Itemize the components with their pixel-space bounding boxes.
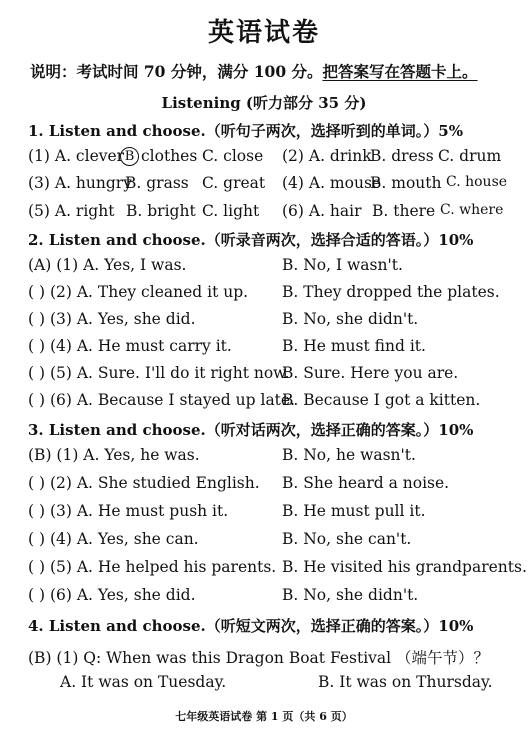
option-c: C. great — [202, 174, 266, 192]
question-option-a: ( ) (5) A. Sure. I'll do it right now. — [28, 364, 290, 382]
question-option-a: ( ) (6) A. Because I stayed up late. — [28, 391, 296, 409]
question-option-b: B. No, she didn't. — [282, 310, 419, 328]
section-3-heading: 3. Listen and choose.（听对话两次，选择正确的答案。）10% — [28, 421, 474, 439]
question-text: (B) (1) Q: When was this Dragon Boat Festival （端午节）？ — [28, 649, 490, 667]
question-option-b: B. It was on Thursday. — [318, 673, 493, 691]
question-option-b: B. Because I got a kitten. — [282, 391, 481, 409]
exam-instructions — [30, 60, 478, 82]
question-option-a: ( ) (4) A. He must carry it. — [28, 337, 232, 355]
option-b-selected — [120, 147, 197, 166]
option-a: (5) A. right — [28, 202, 115, 220]
question-option-a: ( ) (3) A. He must push it. — [28, 502, 229, 520]
option-b-text: clothes — [141, 147, 198, 165]
section-1-heading: 1. Listen and choose.（听句子两次，选择听到的单词。）5% — [28, 122, 463, 140]
instructions-text: 说明：考试时间 70 分钟，满分 100 分。 — [30, 62, 323, 81]
question-option-b: B. No, I wasn't. — [282, 256, 403, 274]
question-option-b: B. Sure. Here you are. — [282, 364, 459, 382]
question-option-b: B. He must pull it. — [282, 502, 426, 520]
page-footer: 七年级英语试卷 第 1 页（共 6 页） — [175, 710, 353, 723]
question-option-a: (B) (1) A. Yes, he was. — [28, 446, 200, 464]
question-option-a: (A) (1) A. Yes, I was. — [28, 256, 187, 274]
question-option-b: B. She heard a noise. — [282, 474, 450, 492]
question-option-b: B. He must find it. — [282, 337, 426, 355]
option-a: (4) A. mouse — [282, 174, 382, 192]
option-b: B. there — [372, 202, 436, 220]
page-title: 英语试卷 — [207, 18, 320, 48]
question-option-a: ( ) (5) A. He helped his parents. — [28, 558, 277, 576]
section-4-heading: 4. Listen and choose.（听短文两次，选择正确的答案。）10% — [28, 617, 474, 635]
question-option-a: A. It was on Tuesday. — [60, 673, 227, 691]
option-a: (1) A. clever — [28, 147, 125, 165]
option-c: C. drum — [438, 147, 502, 165]
question-option-a: ( ) (2) A. She studied English. — [28, 474, 260, 492]
option-b: B. grass — [125, 174, 189, 192]
option-c: C. where — [440, 202, 504, 218]
listening-header: Listening (听力部分 35 分) — [161, 94, 367, 112]
question-option-a: ( ) (3) A. Yes, she did. — [28, 310, 196, 328]
question-option-b: B. No, she didn't. — [282, 586, 419, 604]
option-c: C. close — [202, 147, 264, 165]
option-c: C. house — [446, 174, 508, 190]
question-option-b: B. They dropped the plates. — [282, 283, 500, 301]
instructions-underlined: 把答案写在答题卡上。 — [322, 62, 478, 81]
option-b: B. bright — [126, 202, 196, 220]
selected-answer-circle: B — [120, 147, 139, 166]
option-b: B. dress — [370, 147, 434, 165]
option-a: (3) A. hungry — [28, 174, 132, 192]
question-option-a: ( ) (2) A. They cleaned it up. — [28, 283, 249, 301]
option-a: (6) A. hair — [282, 202, 362, 220]
option-c: C. light — [202, 202, 260, 220]
option-a: (2) A. drink — [282, 147, 372, 165]
question-option-a: ( ) (6) A. Yes, she did. — [28, 586, 196, 604]
option-b: B. mouth — [370, 174, 442, 192]
section-2-heading: 2. Listen and choose.（听录音两次，选择合适的答语。）10% — [28, 231, 474, 249]
question-option-b: B. No, she can't. — [282, 530, 412, 548]
question-option-b: B. No, he wasn't. — [282, 446, 416, 464]
question-option-b: B. He visited his grandparents. — [282, 558, 527, 576]
question-option-a: ( ) (4) A. Yes, she can. — [28, 530, 199, 548]
